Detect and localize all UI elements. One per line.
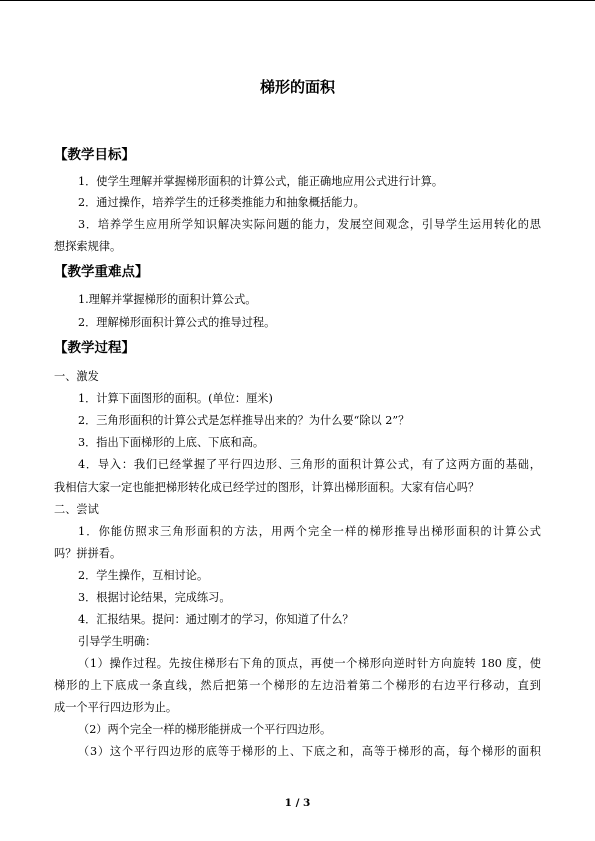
section-two-line: 3．根据讨论结果，完成练习。 (78, 591, 231, 604)
section-two-line: （3）这个平行四边形的底等于梯形的上、下底之和，高等于梯形的高，每个梯形的面积 (78, 745, 541, 758)
goal-line: 3．培养学生应用所学知识解决实际问题的能力，发展空间观念，引导学生运用转化的思 (78, 218, 541, 231)
section-two-line: （2）两个完全一样的梯形能拼成一个平行四边形。 (78, 723, 332, 736)
section-two-line: 1．你能仿照求三角形面积的方法，用两个完全一样的梯形推导出梯形面积的计算公式 (78, 525, 541, 538)
page-title: 梯形的面积 (259, 78, 335, 96)
page-number: 1 / 3 (284, 797, 311, 809)
section-one-line: 2．三角形面积的计算公式是怎样推导出来的？为什么要“除以 2”？ (78, 414, 410, 427)
goal-line: 想探索规律。 (54, 240, 122, 253)
section-one-line: 1．计算下面图形的面积。(单位：厘米) (78, 392, 273, 405)
section-one-line: 3．指出下面梯形的上底、下底和高。 (78, 436, 265, 449)
section-two-line: （1）操作过程。先按住梯形右下角的顶点，再使一个梯形向逆时针方向旋转 180 度，使 (78, 657, 541, 670)
heading-goals: 【教学目标】 (54, 147, 135, 163)
section-two-line: 4．汇报结果。提问：通过刚才的学习，你知道了什么？ (78, 613, 354, 626)
heading-process: 【教学过程】 (54, 340, 135, 356)
section-two-line: 引导学生明确： (78, 635, 157, 648)
key-point-line: 1.理解并掌握梯形的面积计算公式。 (78, 293, 257, 306)
top-rule (0, 0, 595, 1)
section-two-line: 2．学生操作，互相讨论。 (78, 569, 209, 582)
section-two-title: 二、尝试 (54, 503, 99, 516)
section-one-line: 我相信大家一定也能把梯形转化成已经学过的图形，计算出梯形面积。大家有信心吗？ (54, 481, 480, 494)
section-two-line: 成一个平行四边形为止。 (54, 701, 178, 714)
goal-line: 1．使学生理解并掌握梯形面积的计算公式，能正确地应用公式进行计算。 (78, 175, 444, 188)
goal-line: 2．通过操作，培养学生的迁移类推能力和抽象概括能力。 (78, 196, 365, 209)
section-two-line: 梯形的上下底成一条直线，然后把第一个梯形的左边沿着第二个梯形的右边平行移动，直到 (54, 679, 541, 692)
key-point-line: 2．理解梯形面积计算公式的推导过程。 (78, 316, 276, 329)
section-two-line: 吗？拼拼看。 (54, 547, 122, 560)
heading-key-points: 【教学重难点】 (54, 264, 149, 280)
section-one-line: 4．导入：我们已经掌握了平行四边形、三角形的面积计算公式，有了这两方面的基础， (78, 458, 541, 471)
section-one-title: 一、激发 (54, 370, 99, 383)
